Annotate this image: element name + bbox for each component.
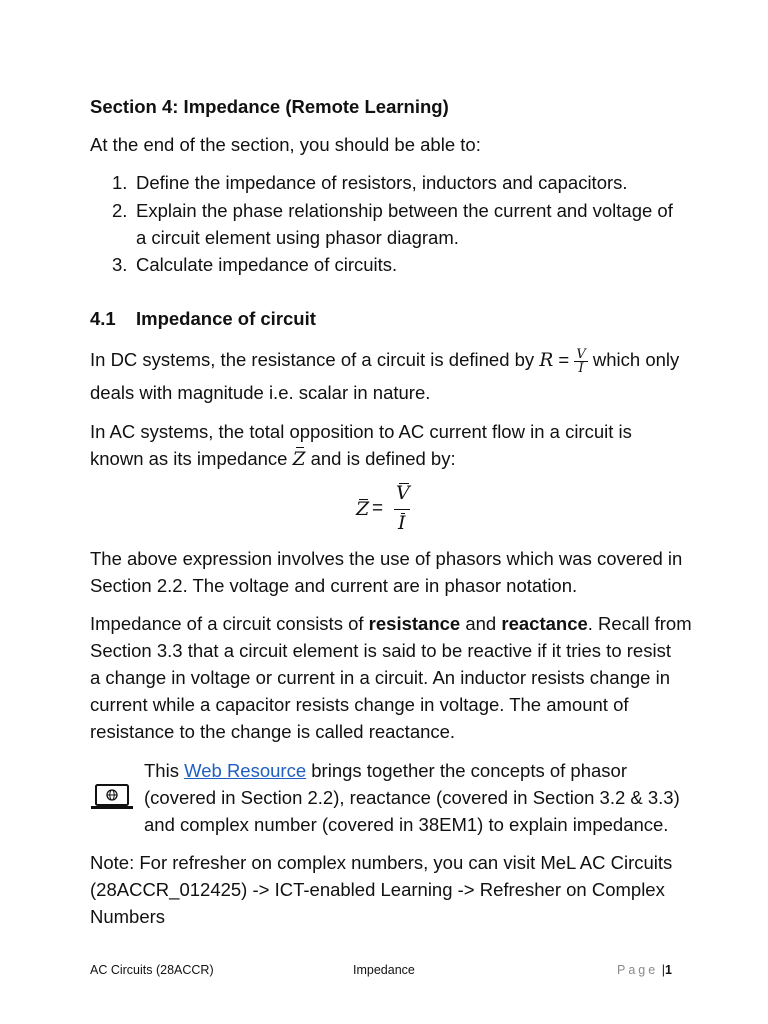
dc-text-after: which only (592, 349, 680, 370)
v-over-i-fraction (574, 348, 587, 375)
impedance-paragraph-line (90, 610, 692, 637)
objective-number: 3. (112, 254, 128, 275)
ac-paragraph-line: In AC systems, the total opposition to AC current flow in a circuit is (90, 421, 632, 442)
phasor-paragraph-line: Section 2.2. The voltage and current are in phasor notation. (90, 575, 578, 596)
impedance-equation (356, 482, 416, 538)
fraction-numerator: V (576, 346, 586, 362)
equation-lhs: Z (356, 498, 370, 520)
impedance-paragraph-line: a change in voltage or current in a circuit. An inductor resists change in (90, 667, 670, 688)
ac-text-after: and is defined by: (310, 448, 456, 469)
footer-course: AC Circuits (28ACCR) (90, 963, 214, 977)
note-line: Numbers (90, 906, 166, 927)
fraction-bar (394, 509, 410, 510)
objective-text: Explain the phase relationship between the current and voltage of (136, 200, 673, 221)
impedance-text: and (465, 613, 497, 634)
page-separator: | (661, 963, 665, 977)
term-resistance: resistance (368, 613, 461, 634)
objective-text-continued: a circuit element using phasor diagram. (136, 227, 459, 248)
fraction-denominator: I (578, 360, 584, 376)
web-text: brings together the concepts of phasor (311, 760, 627, 781)
phasor-paragraph-line: The above expression involves the use of phasors which was covered in (90, 548, 683, 569)
impedance-paragraph-line: current while a capacitor resists change in voltage. The amount of (90, 694, 629, 715)
impedance-paragraph-line: Section 3.3 that a circuit element is said to be reactive if it tries to resist (90, 640, 671, 661)
equals-sign: = (558, 349, 570, 370)
dc-paragraph-line: deals with magnitude i.e. scalar in nature. (90, 382, 431, 403)
subsection-title: Impedance of circuit (136, 308, 316, 329)
objective-number: 1. (112, 172, 128, 193)
dc-paragraph-line (90, 346, 679, 375)
note-line: (28ACCR_012425) -> ICT-enabled Learning -> Refresher on Complex (90, 879, 665, 900)
page-label: Page (617, 963, 659, 977)
impedance-symbol: Z (293, 446, 306, 473)
section-title: Section 4: Impedance (Remote Learning) (90, 96, 449, 117)
note-line: Note: For refresher on complex numbers, you can visit MeL AC Circuits (90, 852, 673, 873)
objective-text: Calculate impedance of circuits. (136, 254, 398, 275)
equation-denominator: I (398, 512, 406, 534)
impedance-text: . Recall from (587, 613, 692, 634)
objective-text: Define the impedance of resistors, inductors and capacitors. (136, 172, 628, 193)
subsection-number: 4.1 (90, 308, 116, 329)
resistance-symbol: R (539, 350, 554, 371)
objective-number: 2. (112, 200, 128, 221)
impedance-text: Impedance of a circuit consists of (90, 613, 364, 634)
web-resource-line: (covered in Section 2.2), reactance (covered in Section 3.2 & 3.3) (144, 787, 680, 808)
laptop-web-icon (90, 783, 134, 813)
ac-paragraph-line (90, 445, 456, 473)
equation-numerator: V (396, 482, 410, 504)
footer-page-number (617, 962, 672, 978)
dc-text: In DC systems, the resistance of a circuit is defined by (90, 349, 535, 370)
footer-topic: Impedance (353, 963, 415, 977)
impedance-paragraph-line: resistance to the change is called reactance. (90, 721, 456, 742)
web-resource-link[interactable]: Web Resource (184, 760, 307, 781)
web-text: This (144, 760, 179, 781)
web-resource-line (144, 757, 627, 784)
web-resource-line: and complex number (covered in 38EM1) to explain impedance. (144, 814, 669, 835)
equation-equals: = (372, 498, 384, 519)
intro-text: At the end of the section, you should be able to: (90, 134, 481, 155)
page-number: 1 (664, 963, 672, 977)
term-reactance: reactance (501, 613, 588, 634)
ac-text: known as its impedance (90, 448, 288, 469)
